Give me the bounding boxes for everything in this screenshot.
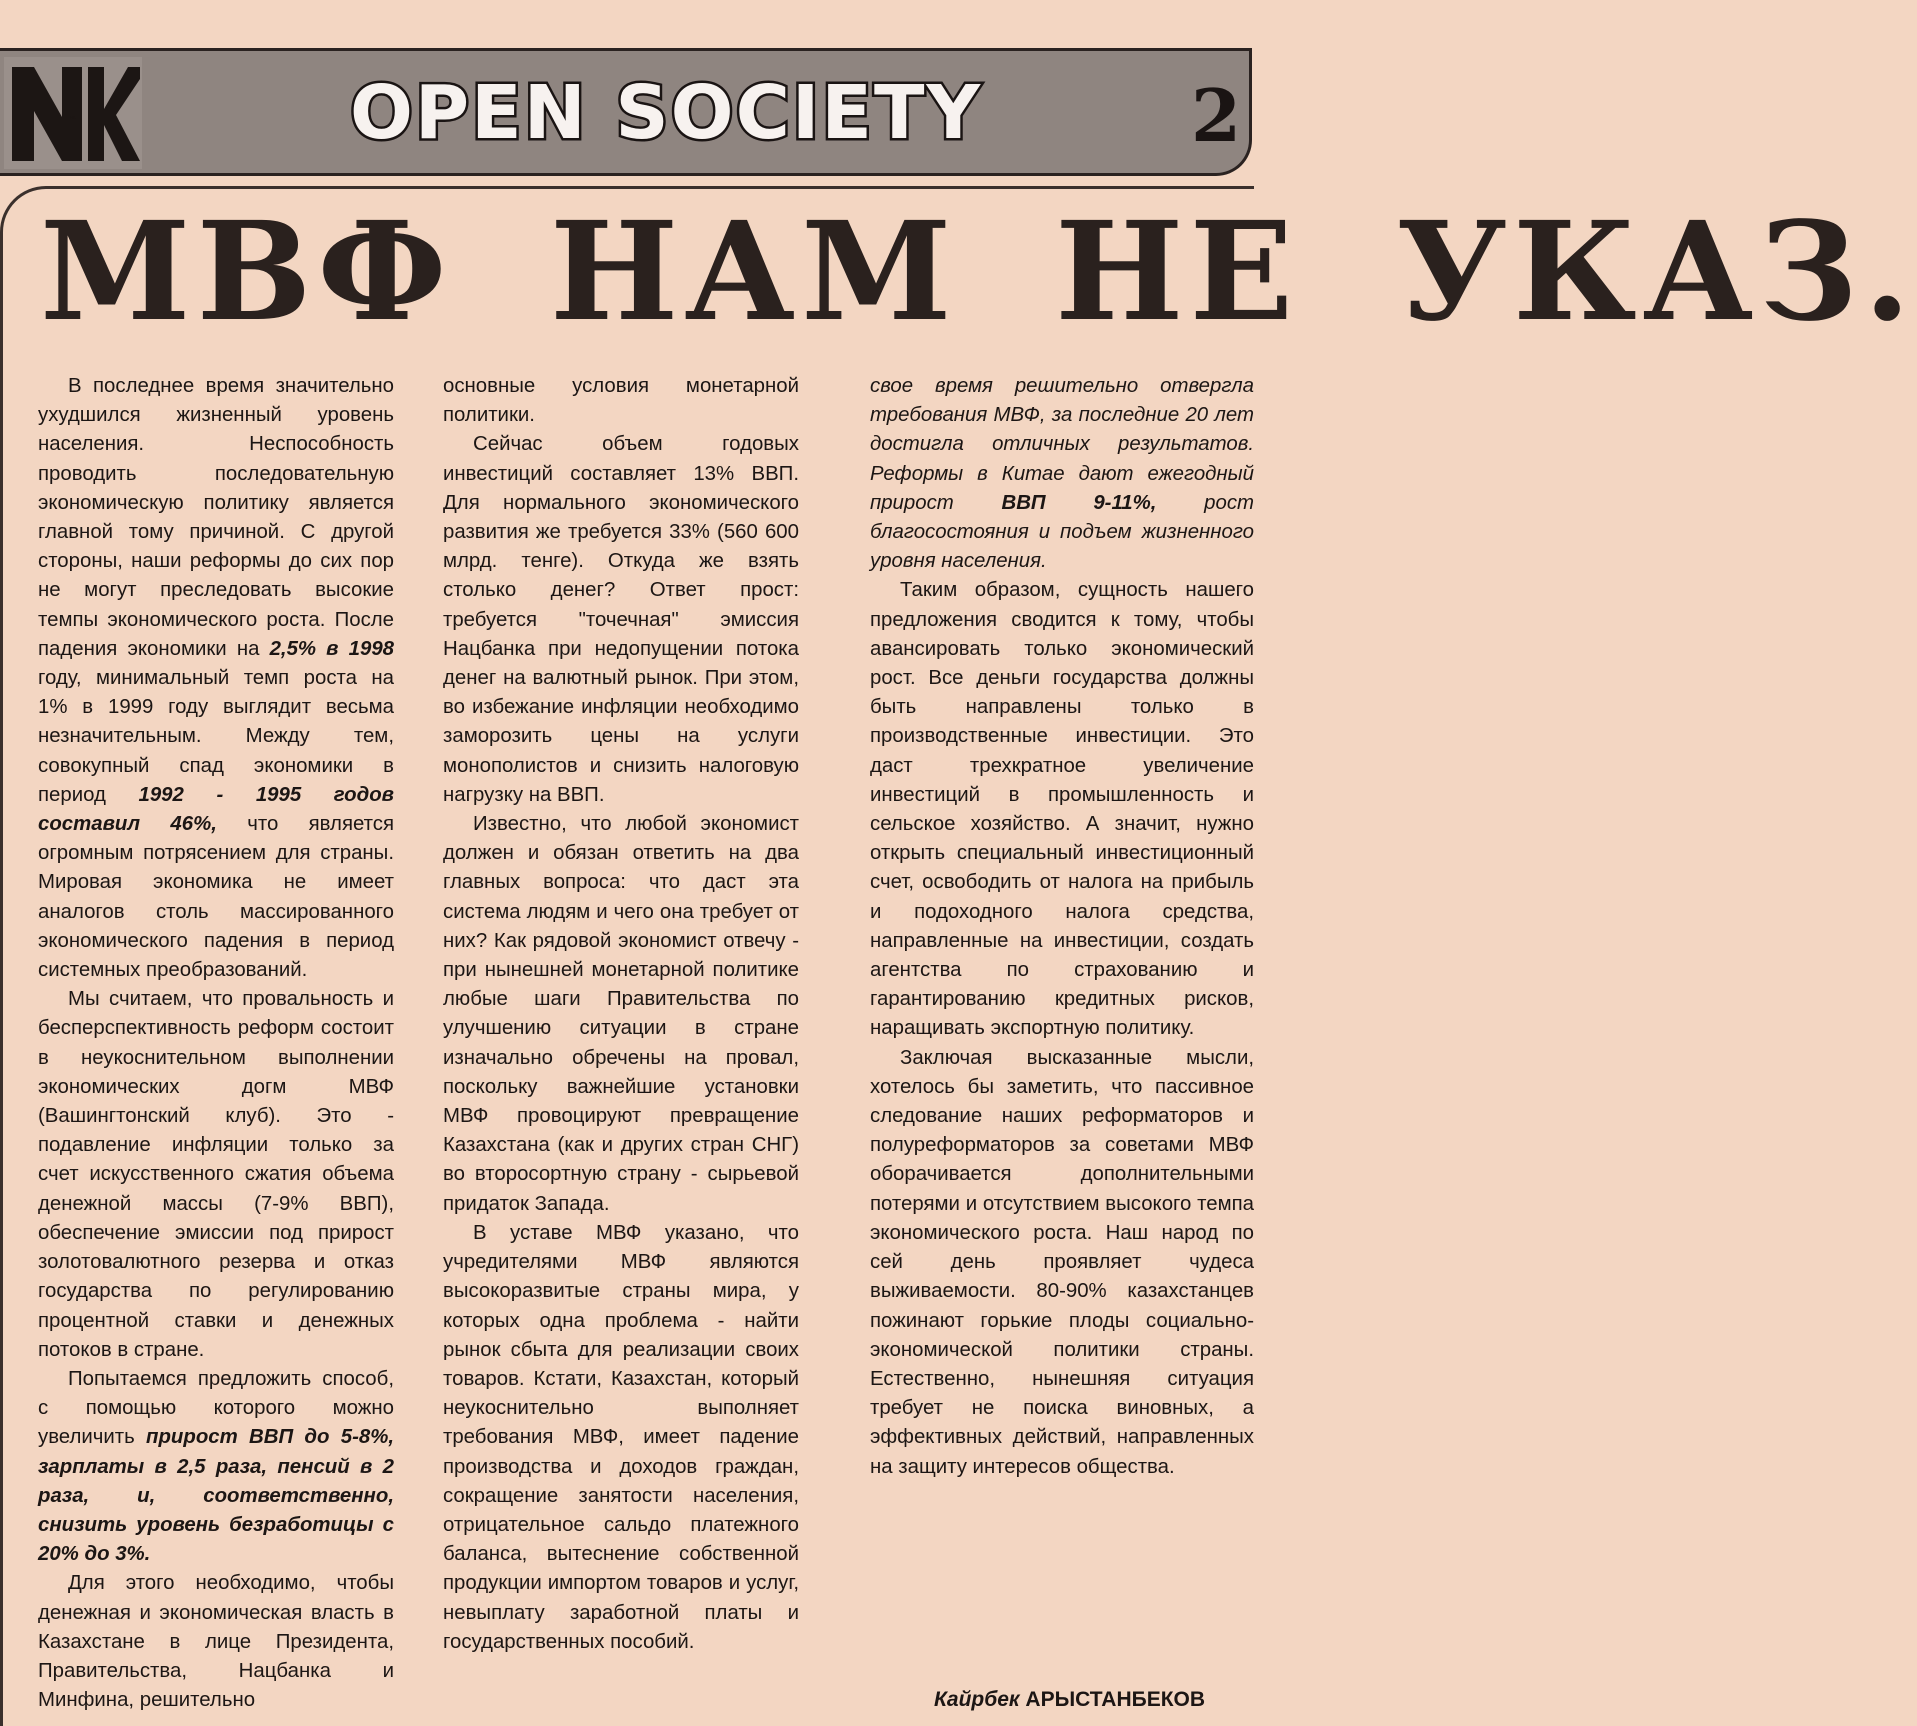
paragraph: свое время решительно отвергла требования МВФ, за последние 20 лет достигла отличных результатов. Реформы в Китае дают ежегодный прирост ВВП 9-11%, рост благосостояния и подъем жизненного уровня населения. [870, 375, 1255, 573]
article-column-3 [870, 372, 1254, 1718]
headline: МВФ НАМ НЕ УКАЗ. [40, 192, 1917, 352]
paragraph: Заключая высказанные мысли, хотелось бы заметить, что пассивное следование наших реформаторов и полуреформаторов за советами МВФ оборачивается дополнительными потерями и отсутствием высокого темпа экономического роста. Наш народ по сей день проявляет чудеса выживаемости. 80-90% казахстанцев пожинают горькие плоды социально-экономической политики страны. Естественно, нынешняя ситуация требует не поиска виновных, а эффективных действий, направленных на защиту интересов общества. [870, 1046, 1254, 1478]
author-surname: АРЫСТАНБЕКОВ [1025, 1688, 1206, 1711]
author-byline [934, 1688, 1254, 1716]
page-number: 2 [1190, 73, 1242, 158]
article-column-1 [38, 372, 394, 1718]
article-column-2 [443, 372, 799, 1718]
paragraph: Мы считаем, что провальность и бесперспективность реформ состоит в неукоснительном выполнении экономических догм МВФ (Вашингтонский клуб). Это - подавление инфляции только за счет искусственного сжатия объема денежной массы (7-9% ВВП), обеспечение эмиссии под прирост золотовалютного резерва и отказ государства по регулированию процентной ставки и денежных потоков в стране. [38, 988, 394, 1361]
paragraph: Для этого необходимо, чтобы денежная и экономическая власть в Казахстане в лице Президента, Правительства, Нацбанка и Минфина, решительно [38, 1572, 394, 1712]
paragraph: Таким образом, сущность нашего предложения сводится к тому, чтобы авансировать только экономический рост. Все деньги государства должны быть направлены только в производственные инвестиции. Это даст трехкратное увеличение инвестиций в промышленность и сельское хозяйство. А значит, нужно открыть специальный инвестиционный счет, освободить от налога на прибыль и подоходного налога средства, направленные на инвестиции, создать агентства по страхованию и гарантированию кредитных рисков, наращивать экспортную политику. [870, 579, 1254, 1040]
paragraph: Попытаемся предложить способ, с помощью которого можно увеличить прирост ВВП до 5-8%, зарплаты в 2,5 раза, пенсий в 2 раза, и, соответственно, снизить уровень безработицы с 20% до 3%. [38, 1367, 394, 1566]
paragraph: основные условия монетарной политики. [443, 375, 799, 427]
author-first-name: Кайрбек [934, 1688, 1020, 1711]
mk-logo [4, 57, 142, 169]
svg-text:MK: MK [69, 115, 77, 120]
paragraph: В последнее время значительно ухудшился жизненный уровень населения. Неспособность проводить последовательную экономическую политику является главной тому причиной. С другой стороны, наши реформы до сих пор не могут преследовать высокие темпы экономического роста. После падения экономики на 2,5% в 1998 году, минимальный темп роста на 1% в 1999 году выглядит весьма незначительным. Между тем, совокупный спад экономики в период 1992 - 1995 годов составил 46%, что является огромным потрясением для страны. Мировая экономика не имеет аналогов столь массированного экономического падения в период системных преобразований. [38, 375, 395, 982]
section-banner [0, 48, 1252, 176]
paragraph: Известно, что любой экономист должен и обязан ответить на два главных вопроса: что даст эта система людям и чего она требует от них? Как рядовой экономист отвечу - при нынешней монетарной политике любые шаги Правительства по улучшению ситуации в стране изначально обречены на провал, поскольку важнейшие установки МВФ провоцируют превращение Казахстана (как и других стран СНГ) во второсортную страну - сырьевой придаток Запада. [443, 813, 799, 1215]
paragraph: В уставе МВФ указано, что учредителями МВФ являются высокоразвитые страны мира, у которых одна проблема - найти рынок сбыта для реализации своих товаров. Кстати, Казахстан, который неукоснительно выполняет требования МВФ, имеет падение производства и доходов граждан, сокращение занятости населения, отрицательное сальдо платежного баланса, вытеснение собственной продукции импортом товаров и услуг, невыплату заработной платы и государственных пособий. [443, 1221, 799, 1653]
section-title: OPEN SOCIETY [350, 70, 983, 156]
paragraph: Сейчас объем годовых инвестиций составляет 13% ВВП. Для нормального экономического развития же требуется 33% (560 600 млрд. тенге). Откуда же взять столько денег? Ответ прост: требуется "точечная" эмиссия Нацбанка при недопущении потока денег на валютный рынок. При этом, во избежание инфляции необходимо заморозить цены на услуги монополистов и снизить налоговую нагрузку на ВВП. [443, 433, 799, 806]
